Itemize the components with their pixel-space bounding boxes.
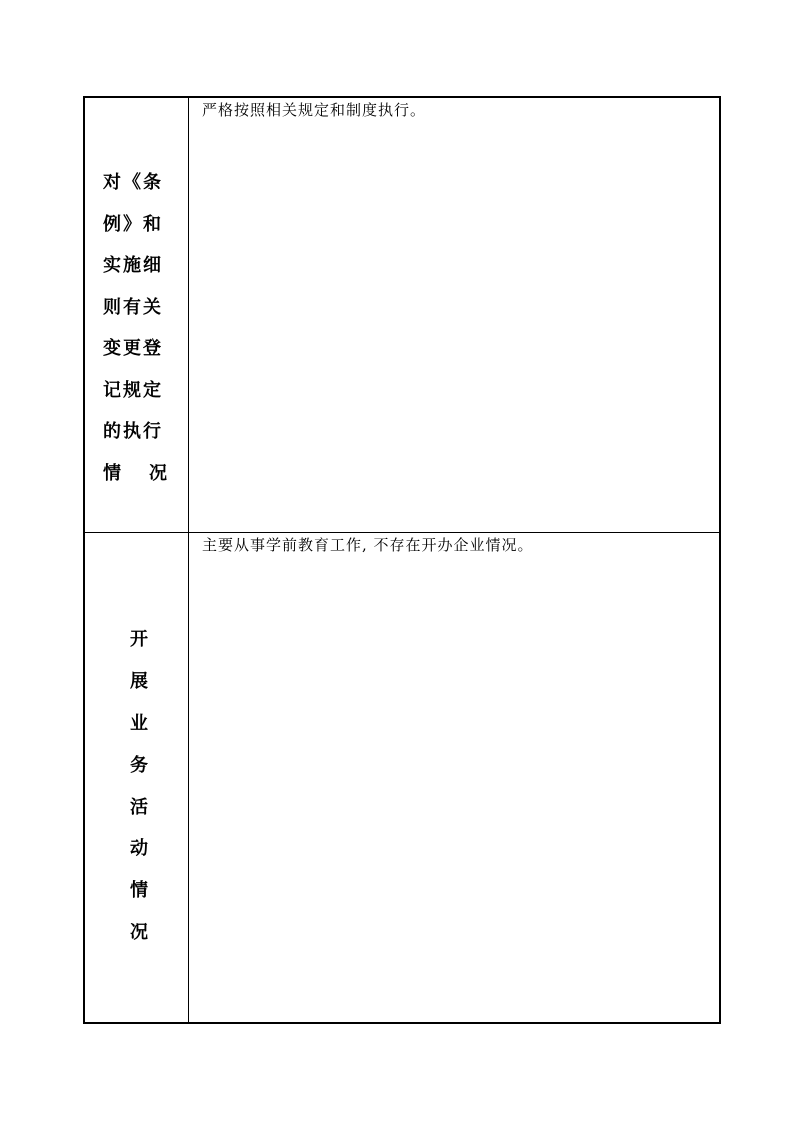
- label-line: [103, 453, 169, 495]
- table-row-business-activities: [85, 532, 719, 1022]
- label-char: 开: [130, 629, 148, 650]
- table-row-regulation-compliance: [85, 98, 719, 532]
- label-line: 对《条: [103, 172, 163, 193]
- row-label: [127, 619, 151, 954]
- label-char: 情: [103, 462, 123, 484]
- label-line: 例》和: [103, 213, 163, 235]
- label-char: 况: [149, 462, 169, 484]
- form-table: [83, 96, 721, 1024]
- label-char: 情: [130, 880, 148, 902]
- label-char: 务: [130, 754, 148, 776]
- row-content-cell: [189, 533, 719, 1022]
- label-line: 记规定: [103, 379, 163, 401]
- row-label-cell: [85, 533, 189, 1022]
- row-content-cell: [189, 98, 719, 532]
- label-char: 动: [130, 838, 148, 860]
- label-char: 展: [130, 670, 148, 692]
- label-line: 的执行: [103, 421, 163, 442]
- label-char: 况: [130, 922, 148, 944]
- label-line: 则有关: [103, 296, 163, 318]
- row-content-text: 主要从事学前教育工作, 不存在开办企业情况。: [202, 536, 534, 554]
- row-label: [103, 162, 175, 494]
- row-content-text: 严格按照相关规定和制度执行。: [202, 101, 427, 119]
- label-char: 活: [130, 796, 148, 818]
- label-line: 变更登: [103, 338, 163, 359]
- label-line: 实施细: [103, 255, 163, 276]
- label-char: 业: [130, 712, 148, 734]
- row-label-cell: [85, 98, 189, 532]
